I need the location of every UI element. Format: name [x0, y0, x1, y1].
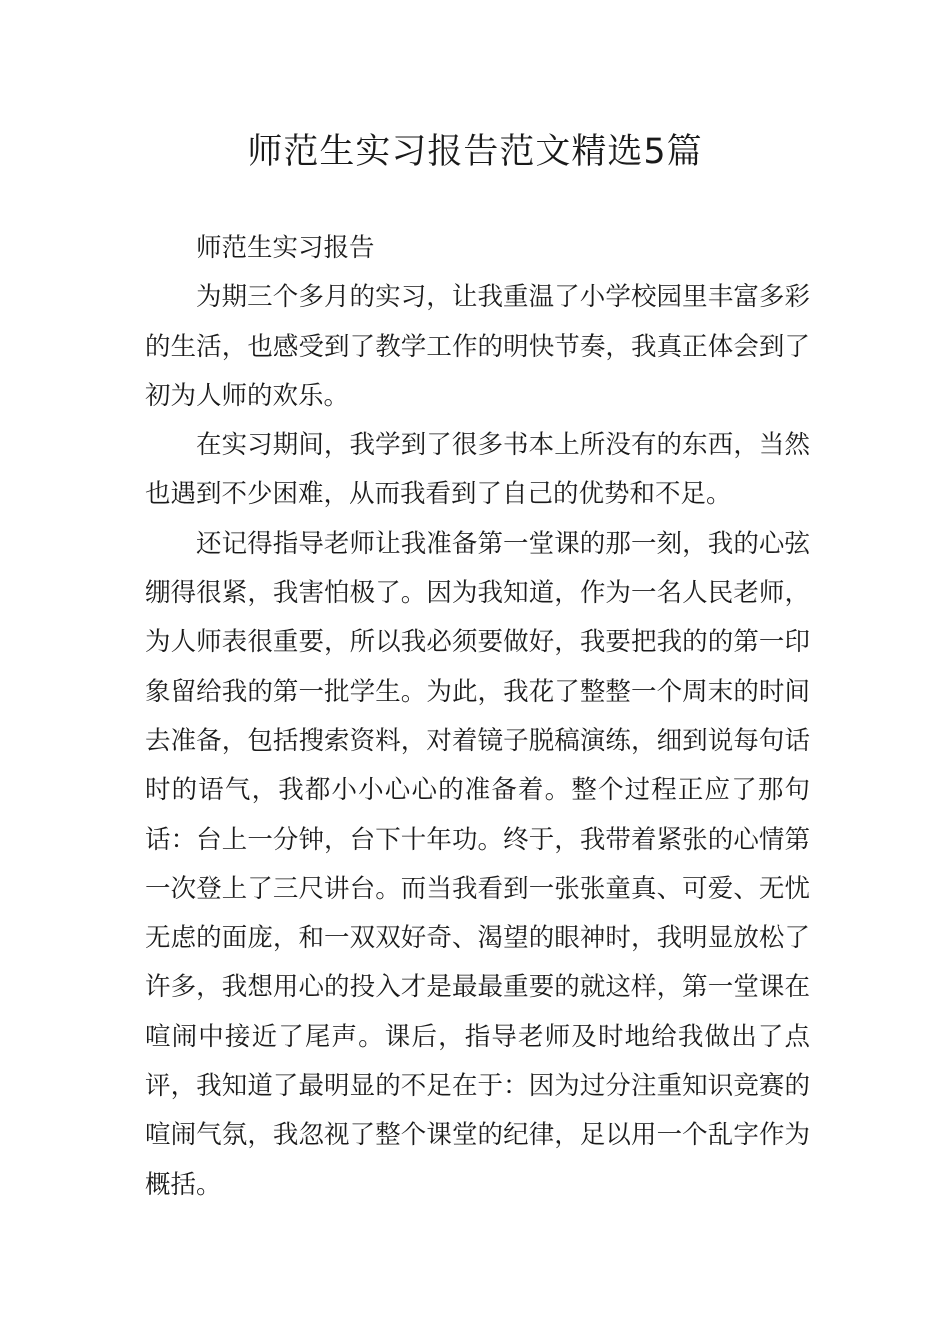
section-heading: 师范生实习报告 — [196, 233, 375, 263]
paragraph: 为期三个多月的实习，让我重温了小学校园里丰富多彩的生活，也感受到了教学工作的明快节奏，我真正体会到了初为人师的欢乐。 — [145, 282, 810, 411]
paragraph: 还记得指导老师让我准备第一堂课的那一刻，我的心弦绷得很紧，我害怕极了。因为我知道，作为一名人民老师，为人师表很重要，所以我必须要做好，我要把我的的第一印象留给我的第一批学生。为此，我花了整整一个周末的时间去准备，包括搜索资料，对着镜子脱稿演练，细到说每句话时的语气，我都小小心心的准备着。整个过程正应了那句话：台上一分钟，台下十年功。终于，我带着紧张的心情第一次登上了三尺讲台。而当我看到一张张童真、可爱、无忧无虑的面庞，和一双双好奇、渴望的眼神时，我明显放松了许多，我想用心的投入才是最最重要的就这样，第一堂课在喧闹中接近了尾声。课后，指导老师及时地给我做出了点评，我知道了最明显的不足在于：因为过分注重知识竞赛的喧闹气氛，我忽视了整个课堂的纪律，足以用一个乱字作为概括。 — [145, 528, 810, 1200]
paragraph: 在实习期间，我学到了很多书本上所没有的东西，当然也遇到不少困难，从而我看到了自己的优势和不足。 — [145, 430, 810, 510]
document-body — [145, 224, 810, 1210]
document-title: 师范生实习报告范文精选5篇 — [247, 132, 703, 172]
